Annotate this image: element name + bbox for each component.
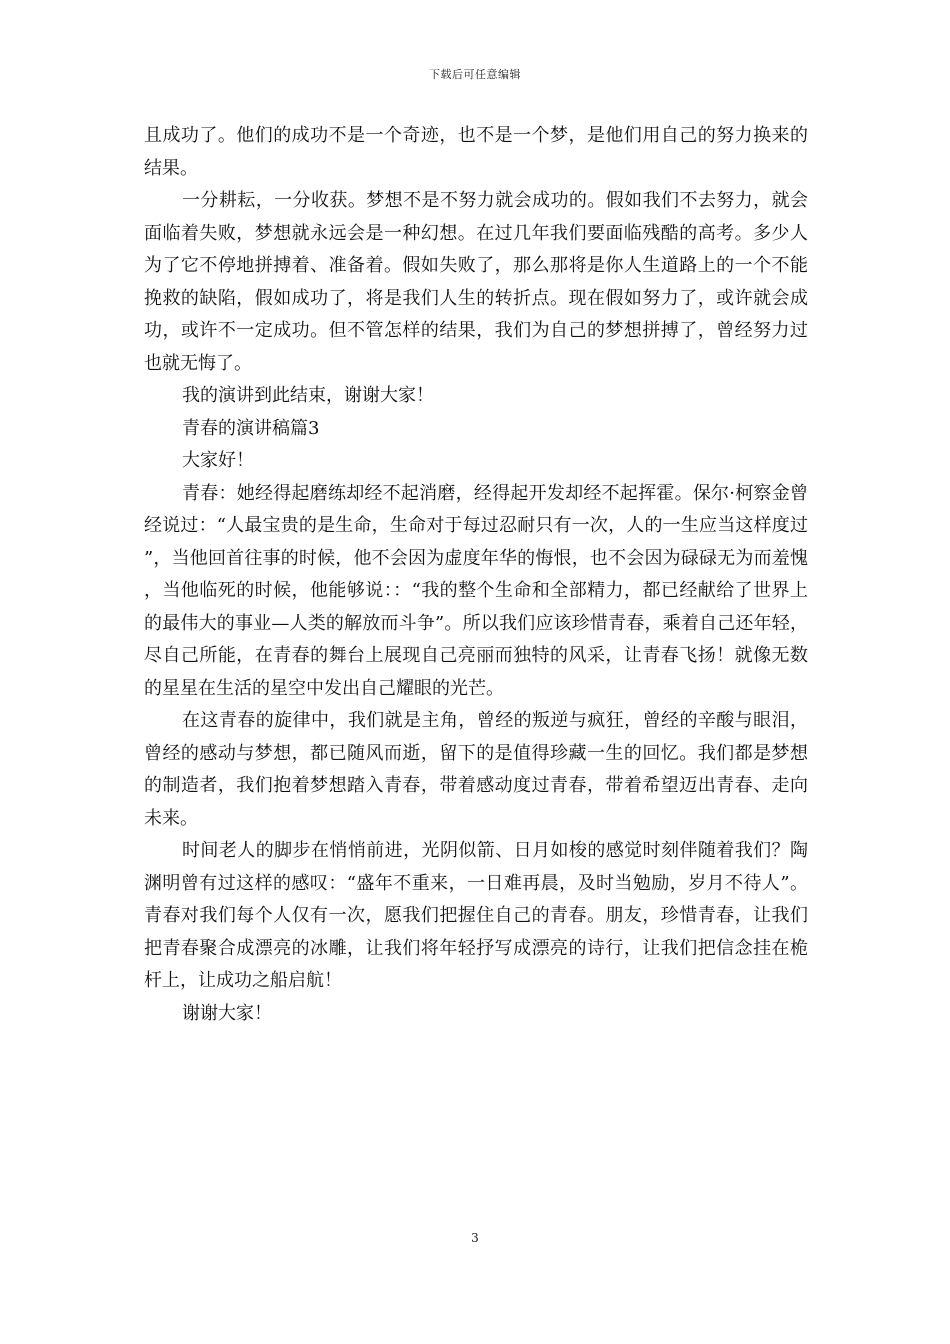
paragraph-3: 我的演讲到此结束，谢谢大家！ bbox=[182, 385, 434, 406]
closing-thanks: 谢谢大家！ bbox=[182, 1002, 272, 1024]
paragraph-8: 时间老人的脚步在悄悄前进，光阴似箭、日月如梭的感觉时刻伴随着我们？陶渊明曾有过这样的感叹：“盛年不重来，一日难再晨，及时当勉励，岁月不待人”。青春对我们每个人仅有一次，愿我们把握住自己的青春。朋友，珍惜青春，让我们把青春聚合成漂亮的冰雕，让我们将年轻抒写成漂亮的诗行，让我们把信念挂在桅杆上，让成功之船启航！ bbox=[144, 840, 808, 991]
section-heading: 青春的演讲稿篇3 bbox=[182, 417, 320, 439]
paragraph-6: 青春：她经得起磨练却经不起消磨，经得起开发却经不起挥霍。保尔·柯察金曾经说过：“人最宝贵的是生命，生命对于每过忍耐只有一次，人的一生应当这样度过”，当他回首往事的时候，他不会因为虚度年华的悔恨，也不会因为碌碌无为而羞愧，当他临死的时候，他能够说：：“我的整个生命和全部精力，都已经献给了世界上的最伟大的事业—人类的解放而斗争”。所以我们应该珍惜青春，乘着自己还年轻，尽自己所能，在青春的舞台上展现自己亮丽而独特的风采，让青春飞扬！就像无数的星星在生活的星空中发出自己耀眼的光芒。 bbox=[144, 482, 808, 699]
page-number: 3 bbox=[471, 1231, 479, 1245]
page-header: 下载后可任意编辑 bbox=[429, 68, 521, 81]
document-body bbox=[144, 120, 808, 1030]
greeting: 大家好！ bbox=[182, 450, 254, 471]
paragraph-7: 在这青春的旋律中，我们就是主角，曾经的叛逆与疯狂，曾经的辛酸与眼泪，曾经的感动与梦想，都已随风而逝，留下的是值得珍藏一生的回忆。我们都是梦想的制造者，我们抱着梦想踏入青春，带着感动度过青春，带着希望迈出青春、走向未来。 bbox=[144, 710, 808, 829]
paragraph-1: 且成功了。他们的成功不是一个奇迹，也不是一个梦，是他们用自己的努力换来的结果。 bbox=[144, 125, 808, 179]
paragraph-2: 一分耕耘，一分收获。梦想不是不努力就会成功的。假如我们不去努力，就会面临着失败，梦想就永远会是一种幻想。在过几年我们要面临残酷的高考。多少人为了它不停地拼搏着、准备着。假如失败了，那么那将是你人生道路上的一个不能挽救的缺陷，假如成功了，将是我们人生的转折点。现在假如努力了，或许就会成功，或许不一定成功。但不管怎样的结果，我们为自己的梦想拼搏了，曾经努力过也就无悔了。 bbox=[144, 190, 808, 374]
